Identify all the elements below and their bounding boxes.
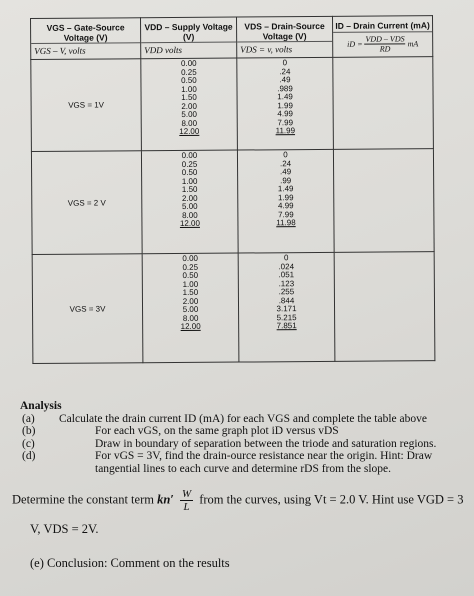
l-denominator: L bbox=[183, 501, 190, 513]
analysis-section bbox=[18, 400, 463, 475]
vdd-value: 1.50 bbox=[181, 93, 197, 103]
vdd-value: 5.00 bbox=[181, 202, 198, 212]
table-row bbox=[32, 252, 435, 364]
vdd-value: 0.00 bbox=[180, 58, 197, 68]
vdd-value: 5.00 bbox=[182, 305, 199, 315]
vds-value: 0 bbox=[282, 58, 288, 68]
id-empty-cell[interactable] bbox=[334, 252, 435, 362]
id-empty-cell[interactable] bbox=[333, 149, 434, 253]
vds-value: 1.49 bbox=[277, 92, 293, 102]
vds-value: 1.99 bbox=[277, 100, 293, 111]
vdd-values-cell bbox=[142, 253, 239, 363]
vdd-value: 0.25 bbox=[181, 67, 197, 77]
w-over-l-fraction bbox=[180, 488, 193, 513]
item-text: tangential lines to each curve and determine rDS from the slope. bbox=[95, 462, 392, 475]
constant-k-symbol: kn′ bbox=[157, 492, 174, 507]
vgs-group-label: VGS = 3V bbox=[32, 254, 143, 364]
vgs-group-label: VGS = 1V bbox=[31, 59, 142, 152]
vdd-value: 1.00 bbox=[182, 279, 199, 289]
formula-prefix: iD = bbox=[347, 39, 363, 49]
header-vdd-sub: VDD volts bbox=[141, 42, 236, 56]
header-vds bbox=[236, 16, 332, 58]
vdd-values-cell bbox=[141, 58, 238, 151]
analysis-item-d-cont bbox=[18, 463, 463, 476]
vds-value: .051 bbox=[278, 270, 295, 280]
vds-value: 4.99 bbox=[277, 109, 293, 119]
vdd-value: 0.25 bbox=[182, 262, 199, 272]
vdd-value: 12.00 bbox=[180, 322, 201, 332]
vds-value: .49 bbox=[279, 75, 291, 85]
vds-value: 1.49 bbox=[277, 184, 294, 194]
analysis-item-b bbox=[18, 425, 463, 438]
vds-value: .024 bbox=[278, 261, 295, 271]
vds-value: .49 bbox=[279, 167, 292, 177]
vds-value: .844 bbox=[278, 295, 295, 306]
vds-value: 7.851 bbox=[276, 321, 297, 331]
vdd-value: 0.25 bbox=[181, 159, 198, 169]
vds-value: .99 bbox=[280, 175, 292, 185]
item-label bbox=[18, 463, 45, 476]
vdd-value: 1.00 bbox=[181, 84, 197, 94]
vdd-value: 0.00 bbox=[182, 253, 198, 263]
vdd-value: 0.00 bbox=[181, 150, 198, 160]
table-row bbox=[31, 149, 434, 255]
vdd-values-cell bbox=[141, 150, 238, 254]
item-text: For vGS = 3V, find the drain-ource resistance near the origin. Hint: Draw bbox=[95, 450, 433, 462]
table-header-row bbox=[31, 16, 433, 60]
header-id-formula bbox=[333, 31, 432, 54]
table-body bbox=[31, 57, 435, 364]
item-label: (d) bbox=[22, 450, 36, 462]
vds-value: 0 bbox=[283, 253, 289, 263]
vds-value: .24 bbox=[279, 158, 292, 168]
vdd-value: 1.50 bbox=[181, 185, 198, 195]
w-numerator: W bbox=[181, 488, 192, 500]
formula-numerator: VDD – VDS bbox=[365, 34, 405, 44]
vdd-value: 0.50 bbox=[181, 167, 198, 178]
vdd-value: 0.50 bbox=[182, 270, 199, 281]
conclusion-text: (e) Conclusion: Comment on the results bbox=[30, 556, 230, 570]
vds-value: 3.171 bbox=[276, 304, 297, 314]
header-id-title: ID – Drain Current (mA) bbox=[335, 20, 430, 31]
vdd-value: 8.00 bbox=[181, 118, 198, 128]
header-vdd bbox=[141, 17, 237, 59]
vdd-value: 2.00 bbox=[181, 101, 197, 111]
vds-values-cell bbox=[238, 252, 335, 362]
vdd-value: 8.00 bbox=[182, 313, 199, 323]
id-empty-cell[interactable] bbox=[333, 57, 434, 150]
vdd-value: 1.00 bbox=[181, 176, 198, 186]
header-vds-sub: VDS = v, volts bbox=[237, 41, 332, 55]
vds-value: 7.99 bbox=[277, 117, 294, 128]
vdd-value: 12.00 bbox=[179, 219, 200, 229]
constant-line-2: V, VDS = 2V. bbox=[30, 522, 99, 536]
analysis-title: Analysis bbox=[20, 400, 62, 412]
vds-value: .24 bbox=[279, 66, 291, 76]
vdd-value: 1.50 bbox=[182, 288, 199, 298]
item-text: For each vGS, on the same graph plot iD versus vDS bbox=[95, 425, 339, 437]
item-text: Draw in boundary of separation between the triode and saturation regions. bbox=[95, 437, 437, 450]
constant-term-instruction bbox=[12, 488, 467, 513]
vds-values-cell bbox=[237, 149, 334, 253]
analysis-item-d bbox=[18, 450, 463, 463]
vds-values-cell bbox=[237, 57, 334, 150]
constant-post-text: from the curves, using Vt = 2.0 V. Hint use VGD = 3 bbox=[199, 492, 464, 507]
vdd-value: 5.00 bbox=[181, 110, 197, 120]
vds-value: .989 bbox=[277, 83, 293, 93]
vdd-value: 2.00 bbox=[181, 193, 198, 203]
vds-value: 11.99 bbox=[275, 126, 296, 136]
analysis-item-a bbox=[18, 413, 463, 426]
formula-denominator: RD bbox=[379, 44, 391, 54]
vds-value: 1.99 bbox=[277, 192, 294, 203]
item-label: (b) bbox=[22, 425, 36, 437]
vdd-value: 12.00 bbox=[179, 127, 200, 137]
vds-value: 4.99 bbox=[277, 201, 294, 211]
vgs-group-label: VGS = 2 V bbox=[31, 151, 142, 255]
vds-value: .255 bbox=[278, 287, 295, 297]
header-vdd-title: VDD – Supply Voltage (V) bbox=[144, 21, 233, 42]
vdd-value: 0.50 bbox=[181, 75, 197, 86]
data-table bbox=[30, 15, 435, 364]
vds-value: 7.99 bbox=[278, 209, 294, 220]
vdd-value: 2.00 bbox=[182, 296, 199, 306]
constant-pre-text: Determine the constant term bbox=[12, 492, 154, 507]
formula-fraction bbox=[364, 34, 405, 53]
analysis-item-c bbox=[18, 438, 463, 451]
vds-value: 0 bbox=[283, 150, 288, 160]
header-vgs bbox=[31, 18, 141, 60]
item-label: (c) bbox=[22, 437, 35, 450]
item-text: Calculate the drain current ID (mA) for each VGS and complete the table above bbox=[59, 412, 427, 425]
vdd-value: 8.00 bbox=[182, 210, 198, 220]
vds-value: 11.98 bbox=[276, 218, 296, 228]
vds-value: 5.215 bbox=[276, 312, 297, 323]
table-row bbox=[31, 57, 434, 152]
formula-unit: mA bbox=[407, 38, 419, 48]
header-vgs-title: VGS – Gate-Source Voltage (V) bbox=[46, 22, 125, 43]
header-id bbox=[332, 16, 432, 58]
vds-value: .123 bbox=[278, 278, 295, 288]
item-label: (a) bbox=[22, 412, 35, 425]
header-vds-title: VDS – Drain-Source Voltage (V) bbox=[244, 20, 325, 42]
header-vgs-sub: VGS – V, volts bbox=[31, 42, 140, 56]
